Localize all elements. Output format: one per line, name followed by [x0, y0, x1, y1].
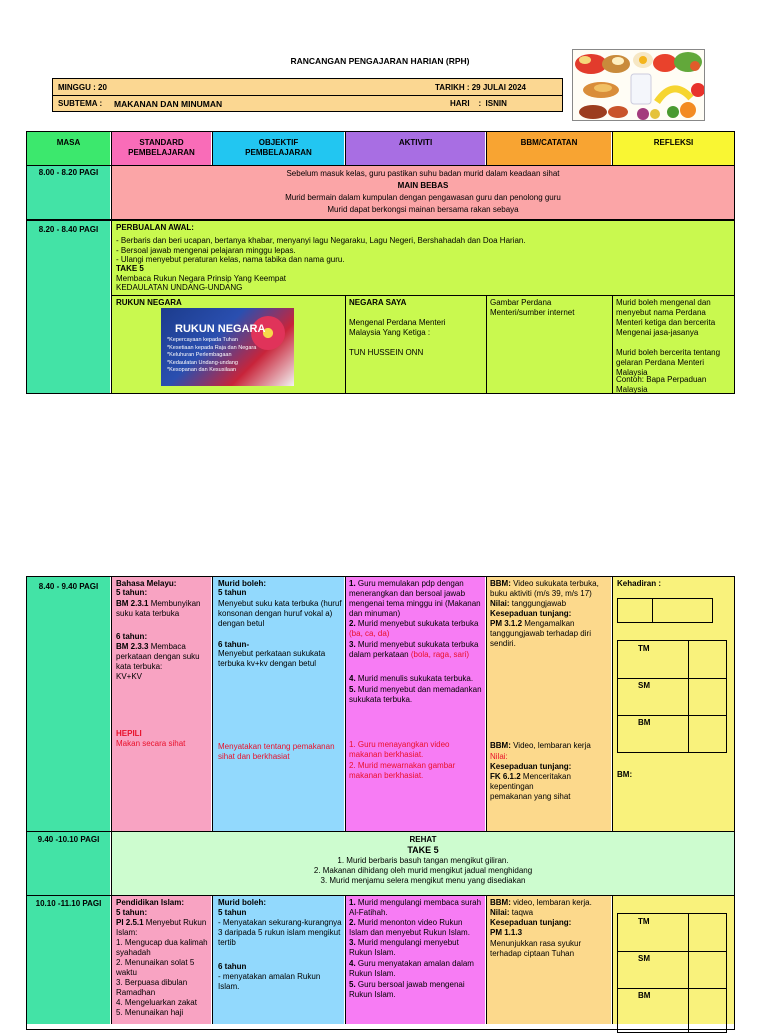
obj-6tahun-text: Menyebut perkataan sukukata terbuka kv+kv dengan betul — [218, 649, 326, 668]
pi-item-3: 3. Berpuasa dibulan Ramadhan — [116, 978, 188, 997]
pi-item-1: 1. Mengucap dua kalimah syahadah — [116, 938, 208, 957]
sm-label: SM — [638, 681, 650, 690]
bbm5-kesepaduan: Kesepaduan tunjang: — [490, 918, 572, 927]
std-6tahun: 6 tahun: — [116, 632, 148, 641]
akt5-item-5: 5. Guru bersoal jawab mengenai Rukun Islam. — [349, 980, 465, 999]
obj5-6tahun-text: - menyatakan amalan Rukun Islam. — [218, 972, 321, 991]
row2-bbm-text: Gambar Perdana Menteri/sumber internet — [490, 298, 575, 317]
kehadiran-label: Kehadiran : — [617, 579, 662, 588]
std-text-231: Membunyikan suku kata terbuka — [116, 599, 201, 618]
rehat-take5: TAKE 5 — [407, 845, 439, 855]
tm-label: TM — [638, 644, 650, 653]
rehat-line2: 2. Makanan dihidang oleh murid mengikut jadual menghidang — [313, 866, 533, 875]
akt-item-3: 3. Murid menyebut sukukata terbuka dalam perkataan (bola, raga, sari) — [349, 640, 479, 659]
row2-vline1 — [345, 295, 346, 393]
row1-line3: Murid bermain dalam kumpulan dengan pengawasan guru dan penolong guru — [285, 193, 561, 202]
row3-objektif — [212, 577, 344, 831]
std-code-233: BM 2.3.3 — [116, 642, 149, 651]
tm-label-2: TM — [638, 917, 650, 926]
akt5-item-1: 1. Murid mengulangi membaca surah Al-Fatihah. — [349, 898, 482, 917]
row3-aktiviti — [345, 577, 485, 831]
rukun-negara-poster — [161, 308, 294, 386]
bbm5-pm113: PM 1.1.3 — [490, 928, 523, 937]
bbm-line2: BBM: Video, lembaran kerja — [490, 741, 591, 750]
row5-standard — [111, 896, 211, 1024]
poster-line-1: *Kepercayaan kepada Tuhan — [167, 337, 238, 343]
row2-refleksi-2: Murid boleh bercerita tentang gelaran Perdana Menteri Malaysia — [616, 348, 721, 377]
std-heading: Bahasa Melayu: — [116, 579, 177, 588]
akt5-item-4: 4. Guru menyatakan amalan dalam Rukun Islam. — [349, 959, 474, 978]
akt-item-5: 5. Murid menyebut dan memadankan sukukata terbuka. — [349, 685, 482, 704]
std-text-233: Membaca perkataan dengan suku kata terbuka: — [116, 642, 200, 671]
pi-item-2: 2. Menunaikan solat 5 waktu — [116, 958, 195, 977]
poster-lines — [167, 337, 256, 375]
perbualan-b1: - Berbaris dan beri ucapan, bertanya khabar, menyanyi lagu Negaraku, Lagu Negeri, Bershahadah dan Doa Harian. — [116, 236, 526, 245]
akt-hepili-2: 2. Murid mewarnakan gambar makanan berkhasiat. — [349, 761, 456, 780]
sm-label-2: SM — [638, 954, 650, 963]
food-image — [572, 49, 705, 121]
time-row3: 8.40 - 9.40 PAGI — [27, 577, 110, 831]
pi-251: PI 2.5.1 Menyebut Rukun Islam: — [116, 918, 207, 937]
perbualan-heading: PERBUALAN AWAL: — [116, 223, 194, 232]
bm-label-2: BM — [638, 991, 651, 1000]
info-divider — [53, 95, 562, 96]
row3-refleksi — [612, 577, 734, 831]
bbm-kesepaduan: Kesepaduan tunjang: — [490, 609, 572, 618]
header-aktiviti: AKTIVITI — [345, 132, 485, 165]
bbm-fk612: FK 6.1.2 Menceritakan kepentingan — [490, 772, 571, 791]
obj5-heading: Murid boleh: — [218, 898, 266, 907]
tarikh-label: TARIKH : 29 JULAI 2024 — [435, 83, 526, 92]
rehat-content — [111, 832, 734, 895]
std-bm231 — [116, 599, 210, 619]
std-hepili-text: Makan secara sihat — [116, 739, 186, 748]
time-row5: 10.10 -11.10 PAGI — [27, 896, 110, 1024]
row2-refleksi-1: Murid boleh mengenal dan menyebut nama Perdana Menteri ketiga dan bercerita Mengenai jasa-jasanya — [616, 298, 716, 337]
std-bm233 — [116, 642, 210, 672]
bbm-fk612-2: pemakanan yang sihat — [490, 792, 571, 801]
bbm-kesepaduan2: Kesepaduan tunjang: — [490, 762, 572, 771]
poster-line-5: *Kesopanan dan Kesusilaan — [167, 367, 237, 373]
bbm-line1: BBM: Video sukukata terbuka, buku aktiviti (m/s 39, m/s 17) — [490, 579, 599, 598]
obj5-5tahun-text: - Menyatakan sekurang-kurangnya 3 daripada 5 rukun islam mengikut tertib — [218, 918, 342, 947]
akt-item-2: 2. Murid menyebut sukukata terbuka (ba, ca, da) — [349, 619, 479, 638]
row5-bbm — [486, 896, 611, 1024]
obj-6tahun: 6 tahun- — [218, 640, 250, 649]
pi-item-5: 5. Menunaikan haji — [116, 1008, 184, 1017]
subtema-value: MAKANAN DAN MINUMAN — [114, 99, 223, 109]
bbm-pm312: PM 3.1.2 Mengamalkan tanggungjawab terhadap diri sendiri. — [490, 619, 591, 648]
row3-standard — [111, 577, 211, 831]
std-5tahun: 5 tahun: — [116, 588, 148, 597]
hari-label: HARI : ISNIN — [450, 99, 507, 108]
akt5-item-3: 3. Murid mengulangi menyebut Rukun Islam. — [349, 938, 459, 957]
akt-item-4: 4. Murid menulis sukukata terbuka. — [349, 674, 474, 683]
negara-saya-text: Mengenal Perdana Menteri Malaysia Yang Ketiga : — [349, 318, 446, 337]
pi-items — [116, 938, 210, 1018]
negara-saya-title: NEGARA SAYA — [349, 298, 407, 307]
bbm-nilai2: Nilai: — [490, 752, 508, 761]
obj-5tahun-text: Menyebut suku kata terbuka (huruf konsonan dengan huruf vokal a) dengan betul — [218, 599, 342, 628]
row5-refleksi — [612, 896, 734, 1024]
pi-heading: Pendidikan Islam: — [116, 898, 185, 907]
row1-main-bebas: MAIN BEBAS — [397, 181, 449, 190]
row3-bbm — [486, 577, 611, 831]
poster-title: RUKUN NEGARA — [175, 323, 266, 335]
rehat-line3: 3. Murid menjamu selera mengikut menu yang disediakan — [320, 876, 526, 885]
header-standard: STANDARD PEMBELAJARAN — [111, 132, 211, 165]
row5-objektif — [212, 896, 344, 1024]
info-box — [52, 78, 563, 112]
bbm-nilai: Nilai: tanggungjawab — [490, 599, 567, 608]
std-code-231: BM 2.3.1 — [116, 599, 149, 608]
bbm5-pm113-text: Menunjukkan rasa syukur terhadap ciptaan Tuhan — [490, 939, 582, 958]
pi-item-4: 4. Mengeluarkan zakat — [116, 998, 197, 1007]
attendance-grid-2 — [617, 913, 727, 1033]
obj-hepili-text: Menyatakan tentang pemakanan sihat dan berkhasiat — [218, 742, 335, 761]
bm-label: BM — [638, 718, 651, 727]
std-hepili: HEPILI — [116, 729, 142, 738]
poster-line-3: *Keluhuran Perlembagaan — [167, 352, 232, 358]
akt5-item-2: 2. Murid menonton video Rukun Islam dan menyebut Rukun Islam. — [349, 918, 470, 937]
kehadiran-box[interactable] — [617, 598, 713, 623]
row1-line1: Sebelum masuk kelas, guru pastikan suhu badan murid dalam keadaan sihat — [286, 169, 560, 178]
obj-heading: Murid boleh: — [218, 579, 266, 588]
obj5-5tahun: 5 tahun — [218, 908, 247, 917]
minggu-label: MINGGU : 20 — [58, 83, 107, 92]
header-refleksi: REFLEKSI — [612, 132, 734, 165]
attendance-grid — [617, 640, 727, 753]
negara-saya-name: TUN HUSSEIN ONN — [349, 348, 424, 357]
poster-line-2: *Kesetiaan kepada Raja dan Negara — [167, 344, 257, 351]
obj5-6tahun: 6 tahun — [218, 962, 247, 971]
row2-subdivider — [112, 295, 735, 296]
row1-line4: Murid dapat berkongsi mainan bersama rakan sebaya — [327, 205, 519, 214]
rukun-negara-label: RUKUN NEGARA — [116, 298, 182, 307]
perbualan-b2: - Bersoal jawab mengenai pelajaran minggu lepas. — [116, 246, 296, 255]
row1-content — [111, 166, 734, 219]
row2-content — [111, 221, 734, 393]
std-kv: KV+KV — [116, 672, 143, 681]
header-masa: MASA — [27, 132, 110, 165]
take5-line1: Membaca Rukun Negara Prinsip Yang Keempat — [116, 274, 287, 283]
bm-note-label: BM: — [617, 770, 633, 779]
row2-vline3 — [612, 295, 613, 393]
page-title: RANCANGAN PENGAJARAN HARIAN (RPH) — [290, 56, 470, 66]
row2-vline2 — [486, 295, 487, 393]
obj-5tahun: 5 tahun — [218, 588, 247, 597]
row5-aktiviti — [345, 896, 485, 1024]
header-objektif: OBJEKTIF PEMBELAJARAN — [212, 132, 344, 165]
subtema-label: SUBTEMA : — [58, 99, 103, 108]
rehat-title: REHAT — [409, 835, 437, 844]
akt-item-1: 1. Guru memulakan pdp dengan menerangkan dan bersoal jawab mengenai tema minggu ini (Makanan dan minuman) — [349, 579, 481, 618]
pi-5tahun: 5 tahun: — [116, 908, 148, 917]
poster-line-4: *Kedaulatan Undang-undang — [167, 359, 238, 366]
akt-hepili-1: 1. Guru menayangkan video makanan berkhasiat. — [349, 740, 450, 759]
perbualan-b3: - Ulangi menyebut peraturan kelas, nama tabika dan nama guru. — [116, 255, 345, 264]
bbm5-nilai: Nilai: taqwa — [490, 908, 534, 917]
time-row1: 8.00 - 8.20 PAGI — [27, 166, 110, 219]
rehat-line1: 1. Murid berbaris basuh tangan mengikut giliran. — [337, 856, 509, 865]
bbm5-line1: BBM: video, lembaran kerja. — [490, 898, 592, 907]
row2-refleksi-3: Contoh: Bapa Perpaduan Malaysia — [616, 375, 707, 394]
take5-line2: KEDAULATAN UNDANG-UNDANG — [116, 283, 243, 292]
header-bbm: BBM/CATATAN — [486, 132, 611, 165]
time-row2: 8.20 - 8.40 PAGI — [27, 221, 110, 393]
time-row4: 9.40 -10.10 PAGI — [27, 832, 110, 895]
take5-label: TAKE 5 — [116, 264, 144, 273]
